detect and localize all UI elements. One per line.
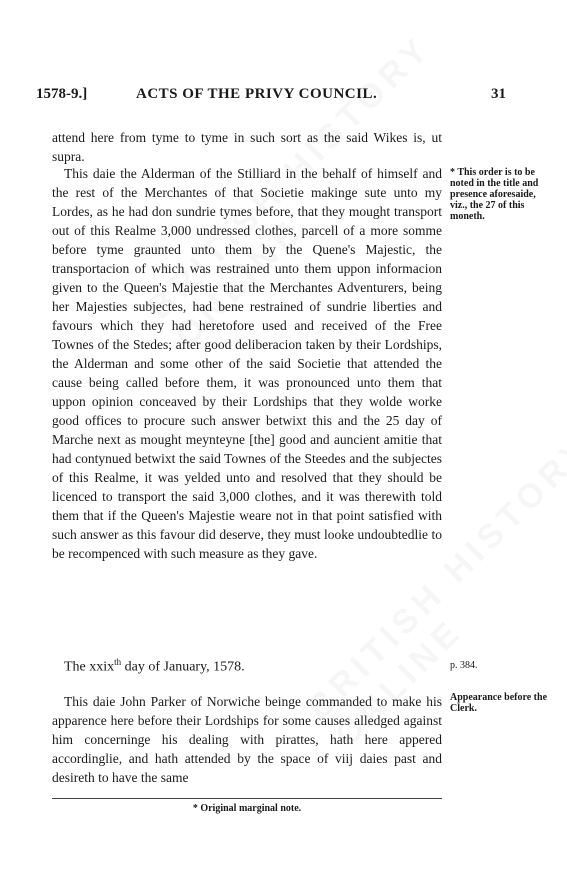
header-title: ACTS OF THE PRIVY COUNCIL. [136,86,378,102]
footnote-divider [52,798,442,799]
footnote: * Original marginal note. [192,803,302,814]
paragraph-stilliard: This daie the Alderman of the Stilliard in the behalf of himself and the rest of the Merchantes of that Societie makinge sute unto my Lordes, as he had don sundrie tymes before, that they mought transport out of this Realme 3,000 undressed clothes, parcell of a more somme before tyme graunted unto them by the Quene's Majestic, the transportacion of which was restrained unto them uppon informacion given to the Queen's Majestie that the Merchantes Adventurers, being her Majesties subjectes, had bene restrained of sundrie liberties and favours which they had heretofore used and received of the Free Townes of the Stedes; after good deliberacion taken by their Lordships, the Alderman and some other of the said Societie that attended the cause being called before them, it was pronounced unto them that uppon opinion conceaved by their Lordships that they wolde worke good offices to procure such answer betwixt this and the 25 day of Marche next as mought meynteyne [the] good and auncient amitie that had contynued betwixt the said Townes of the Steedes and the subjectes of this Realme, it was yelded unto and resolved that they should be licenced to transport the said 3,000 clothes, and it was therewith told them that if the Queen's Majestie weare not in that point satisfied with such answer as this favour did deserve, they must looke undoubtedlie to be recompenced with such measure as they gave. [52,166,442,561]
marginal-note-appearance: Appearance before the Clerk. [450,692,548,714]
paragraph-parker: This daie John Parker of Norwiche beinge commanded to make his apparence here before their Lordships for some causes alledged against him concerninge his dealing with pirattes, hath here appered accordinglie, and hath attended by the space of viij daies past and desireth to have the same [52,694,442,785]
marginal-page-reference: p. 384. [450,660,478,671]
page-number: 31 [491,86,506,102]
paragraph-continuation: attend here from tyme to tyme in such sort as the said Wikes is, ut supra. [52,130,442,164]
date-heading [64,657,245,676]
date-superscript: th [114,657,122,667]
date-rest: day of January, 1578. [121,659,245,675]
marginal-note-order: * This order is to be noted in the title and presence aforesaide, viz., the 27 of this moneth. [450,167,539,222]
date-prefix: The xxix [64,659,115,675]
header-year-range: 1578-9.] [36,86,88,102]
